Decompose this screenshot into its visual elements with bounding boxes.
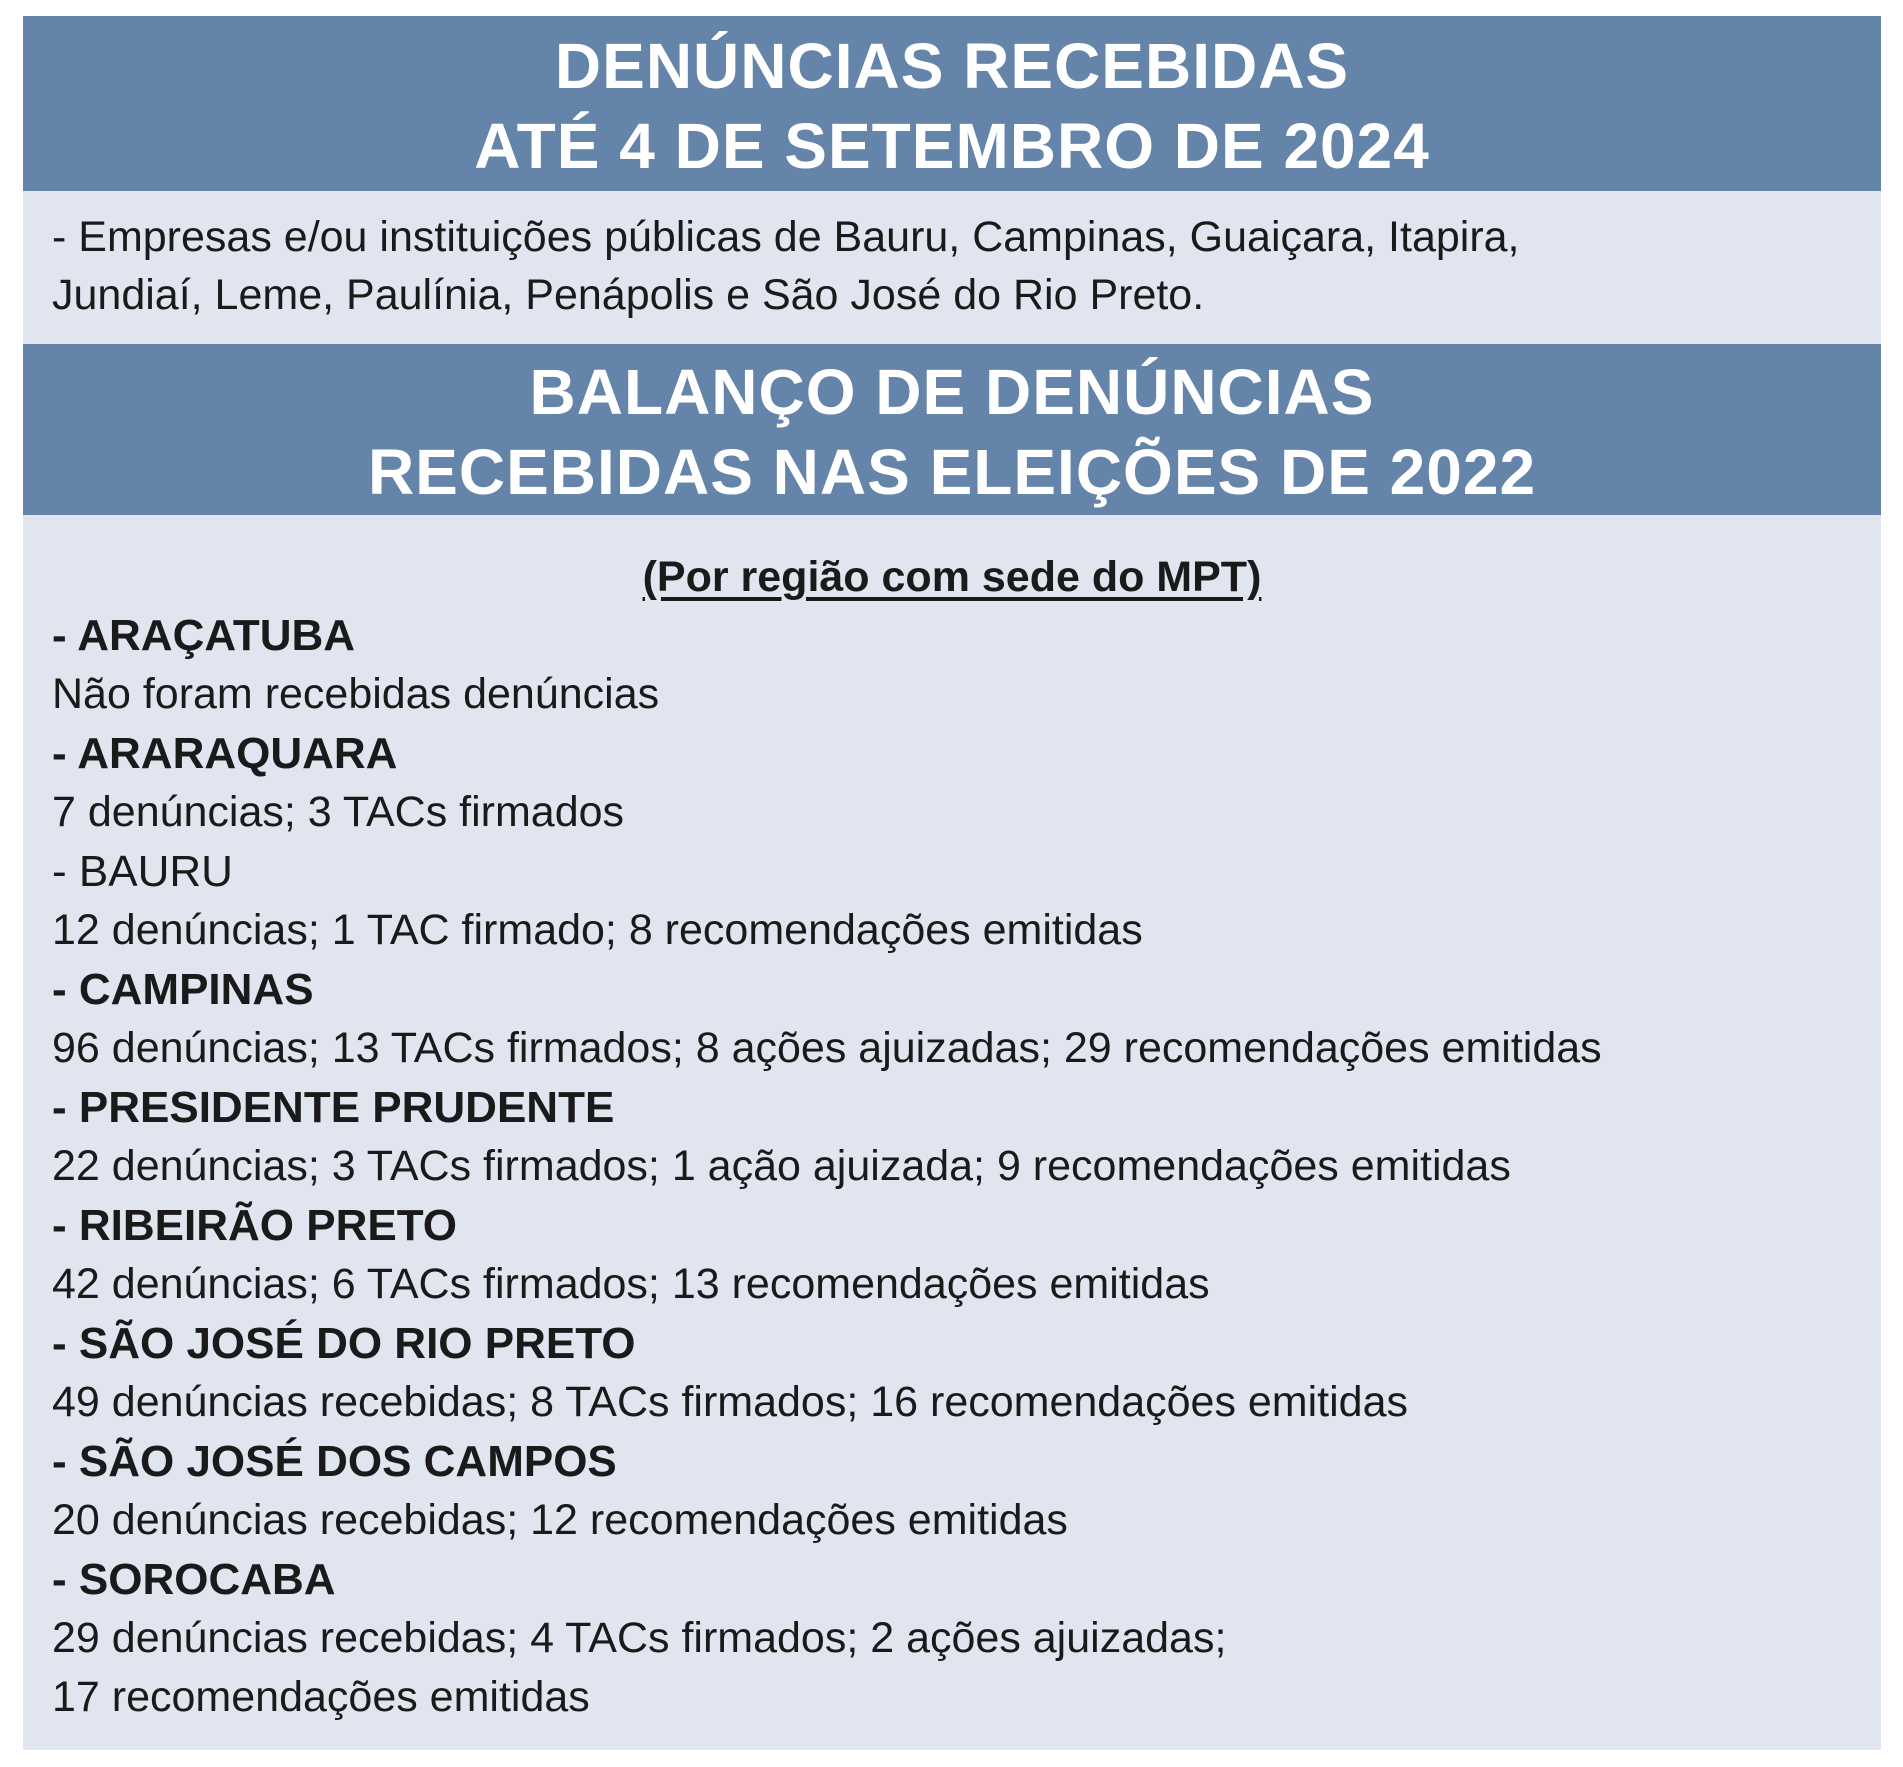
- region-detail: [52, 1609, 1872, 1727]
- region-detail-line: 20 denúncias recebidas; 12 recomendações emitidas: [52, 1496, 1068, 1544]
- region-name: - CAMPINAS: [52, 965, 314, 1014]
- region-item: [52, 960, 1872, 1078]
- region-detail-line: Não foram recebidas denúncias: [52, 670, 660, 718]
- region-name: - ARAÇATUBA: [52, 611, 356, 660]
- region-detail: [52, 1255, 1872, 1314]
- region-name: - SOROCABA: [52, 1555, 336, 1604]
- region-name: - RIBEIRÃO PRETO: [52, 1201, 458, 1250]
- region-name: - SÃO JOSÉ DO RIO PRETO: [52, 1319, 636, 1368]
- region-item: [52, 1550, 1872, 1727]
- region-name: - ARARAQUARA: [52, 729, 398, 778]
- region-item: [52, 724, 1872, 842]
- region-detail: [52, 665, 1872, 724]
- region-list: [52, 606, 1872, 1727]
- header-balance-line-2: RECEBIDAS NAS ELEIÇÕES DE 2022: [367, 436, 1537, 508]
- intro-line-1: - Empresas e/ou instituições públicas de Bauru, Campinas, Guaiçara, Itapira,: [52, 213, 1520, 261]
- region-detail: [52, 1137, 1872, 1196]
- region-detail: [52, 1019, 1872, 1078]
- region-detail-line: 22 denúncias; 3 TACs firmados; 1 ação ajuizada; 9 recomendações emitidas: [52, 1142, 1511, 1190]
- header-current-line-1: DENÚNCIAS RECEBIDAS: [554, 30, 1350, 102]
- region-item: [52, 1432, 1872, 1550]
- region-detail: [52, 901, 1872, 960]
- header-2022-balance: [23, 344, 1881, 515]
- region-subtitle: [23, 548, 1881, 606]
- region-detail: [52, 1491, 1872, 1550]
- region-item: [52, 606, 1872, 724]
- header-balance-line-1: BALANÇO DE DENÚNCIAS: [529, 356, 1375, 428]
- region-detail-line: 96 denúncias; 13 TACs firmados; 8 ações ajuizadas; 29 recomendações emitidas: [52, 1024, 1602, 1072]
- region-detail-line: 7 denúncias; 3 TACs firmados: [52, 788, 625, 836]
- region-subtitle-text: (Por região com sede do MPT): [642, 553, 1262, 601]
- region-name: - SÃO JOSÉ DOS CAMPOS: [52, 1437, 617, 1486]
- region-detail-line: 49 denúncias recebidas; 8 TACs firmados; 16 recomendações emitidas: [52, 1378, 1409, 1426]
- intro-line-2: Jundiaí, Leme, Paulínia, Penápolis e São José do Rio Preto.: [52, 271, 1205, 319]
- infobox: [23, 16, 1881, 1750]
- region-item: [52, 842, 1872, 960]
- region-item: [52, 1078, 1872, 1196]
- header-current-complaints: [23, 16, 1881, 191]
- region-name: - PRESIDENTE PRUDENTE: [52, 1083, 615, 1132]
- region-name: - BAURU: [52, 847, 233, 896]
- header-current-line-2: ATÉ 4 DE SETEMBRO DE 2024: [474, 110, 1430, 182]
- region-item: [52, 1314, 1872, 1432]
- region-detail-line: 29 denúncias recebidas; 4 TACs firmados; 2 ações ajuizadas;: [52, 1614, 1227, 1662]
- region-detail-line: 17 recomendações emitidas: [52, 1673, 590, 1721]
- region-detail: [52, 1373, 1872, 1432]
- region-detail-line: 42 denúncias; 6 TACs firmados; 13 recomendações emitidas: [52, 1260, 1210, 1308]
- current-complaints-text: [52, 208, 1862, 324]
- region-detail-line: 12 denúncias; 1 TAC firmado; 8 recomendações emitidas: [52, 906, 1143, 954]
- region-item: [52, 1196, 1872, 1314]
- region-detail: [52, 783, 1872, 842]
